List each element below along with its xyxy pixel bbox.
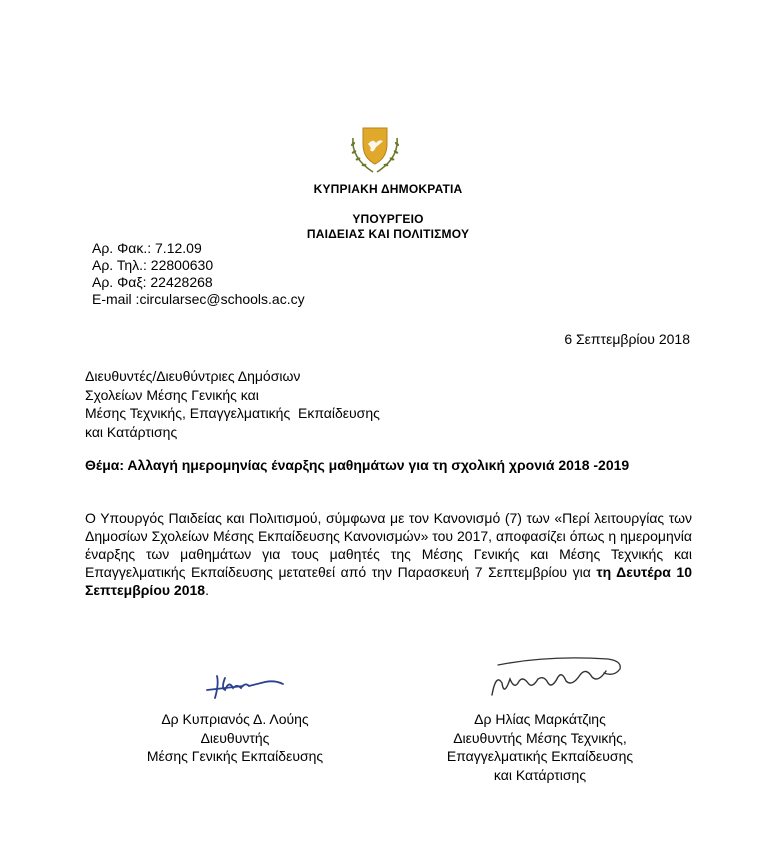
- signatory-title: Διευθυντής Μέσης Τεχνικής,: [453, 729, 627, 746]
- ministry-heading-line1: ΥΠΟΥΡΓΕΙΟ: [352, 212, 424, 226]
- signature-left-icon: [205, 668, 285, 702]
- signatory-title: Διευθυντής: [200, 729, 270, 746]
- cyprus-coat-of-arms-icon: [343, 124, 407, 180]
- file-number: Αρ. Φακ.: 7.12.09: [92, 240, 202, 256]
- signatory-title: και Κατάρτισης: [493, 766, 587, 783]
- email-address: E-mail :circularsec@schools.ac.cy: [92, 291, 305, 307]
- recipient-line: Διευθυντές/Διευθύντριες Δημόσιων: [85, 368, 301, 384]
- republic-heading: ΚΥΠΡΙΑΚΗ ΔΗΜΟΚΡΑΤΙΑ: [313, 182, 463, 196]
- signatory-name: Δρ Ηλίας Μαρκάτζιης: [474, 711, 606, 727]
- reference-block: [92, 240, 305, 308]
- recipient-line: Μέσης Τεχνικής, Επαγγελματικής Εκπαίδευσης: [85, 405, 380, 421]
- body-paragraph: [85, 509, 692, 599]
- phone-number: Αρ. Τηλ.: 22800630: [92, 257, 214, 273]
- fax-number: Αρ. Φαξ: 22428268: [92, 274, 213, 290]
- recipient-line: και Κατάρτισης: [85, 423, 178, 440]
- subject-line: Θέμα: Αλλαγή ημερομηνίας έναρξης μαθημάτων για τη σχολική χρονιά 2018 -2019: [85, 457, 630, 473]
- body-end: .: [205, 582, 209, 598]
- signatory-title: Επαγγελματικής Εκπαίδευσης: [446, 748, 634, 764]
- letter-date: 6 Σεπτεμβρίου 2018: [564, 331, 690, 347]
- signature-block-right: [420, 710, 660, 784]
- recipients-block: [85, 367, 380, 441]
- signatory-title: Μέσης Γενικής Εκπαίδευσης: [146, 748, 324, 764]
- ministry-heading-line2: ΠΑΙΔΕΙΑΣ ΚΑΙ ΠΟΛΙΤΙΣΜΟΥ: [306, 227, 470, 241]
- signatory-name: Δρ Κυπριανός Δ. Λούης: [161, 711, 309, 727]
- recipient-line: Σχολείων Μέσης Γενικής και: [85, 386, 259, 403]
- signature-right-icon: [488, 653, 628, 705]
- signature-block-left: [120, 710, 350, 766]
- body-text: Ο Υπουργός Παιδείας και Πολιτισμού, σύμφωνα με τον Κανονισμό (7) των «Περί λειτουργίας των Δημοσίων Σχολείων Μέσης Εκπαίδευσης Κανονισμών» του 2017, αποφασίζει όπως η ημερομηνία έναρξης των μαθημάτων για τους μαθητές της Μέσης Γενικής και Μέσης Τεχνικής και Επαγγελματικής Εκπαίδευσης μετατεθεί από την Παρασκευή 7 Σεπτεμβρίου για: [85, 510, 692, 580]
- body-bold-date: τη Δευτέρα 10 Σεπτεμβρίου 2018: [85, 564, 692, 598]
